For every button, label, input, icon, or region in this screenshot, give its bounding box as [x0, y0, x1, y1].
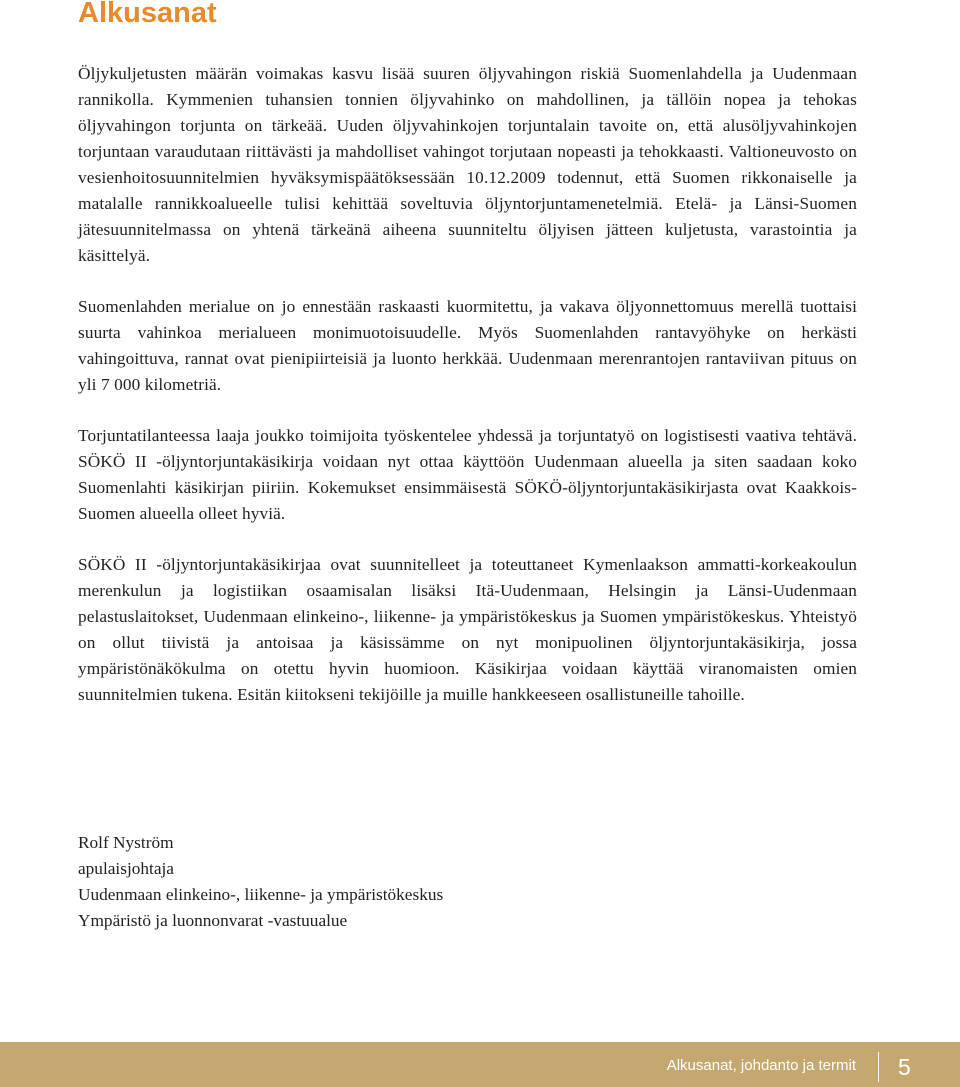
paragraph-acknowledgements: SÖKÖ II -öljyntorjuntakäsikirjaa ovat suunnitelleet ja toteuttaneet Kymenlaakson ammatti-korkeakoulun merenkulun ja logistiikan osaamisalan lisäksi Itä-Uudenmaan, Helsingin ja Länsi-Uudenmaan pelastuslaitokset, Uudenmaan elinkeino-, liikenne- ja ympäristökeskus ja Suomen ympäristökeskus. Yhteistyö on ollut tiivistä ja antoisaa ja käsissämme on nyt monipuolinen öljyntorjuntakäsikirja, jossa ympäristönäkökulma on otettu hyvin huomioon. Käsikirjaa voidaan käyttää viranomaisten omien suunnitelmien tukena. Esitän kiitokseni tekijöille ja muille hankkeeseen osallistuneille tahoille. [78, 555, 857, 704]
signature-unit: Ympäristö ja luonnonvarat -vastuualue [78, 911, 348, 930]
signature-title: apulaisjohtaja [78, 859, 174, 878]
signature-organization: Uudenmaan elinkeino-, liikenne- ja ympäristökeskus [78, 885, 444, 904]
body-text [78, 61, 857, 733]
paragraph-response-logistics: Torjuntatilanteessa laaja joukko toimijoita työskentelee yhdessä ja torjuntatyö on logistisesti vaativa tehtävä. SÖKÖ II -öljyntorjuntakäsikirja voidaan nyt ottaa käyttöön Uudenmaan alueella ja siten saadaan koko Suomenlahti käsikirjan piiriin. Kokemukset ensimmäisestä SÖKÖ-öljyntorjuntakäsikirjasta ovat Kaakkois-Suomen alueella olleet hyviä. [78, 426, 857, 523]
page-footer [0, 1042, 960, 1087]
page-title: Alkusanat [78, 0, 217, 29]
footer-divider [878, 1052, 879, 1082]
footer-section-label: Alkusanat, johdanto ja termit [666, 1057, 856, 1074]
paragraph-gulf-of-finland: Suomenlahden merialue on jo ennestään raskaasti kuormitettu, ja vakava öljyonnettomuus merellä tuottaisi suurta vahinkoa merialueen monimuotoisuudelle. Myös Suomenlahden rantavyöhyke on herkästi vahingoittuva, rannat ovat pienipiirteisiä ja luonto herkkää. Uudenmaan merenrantojen rantaviivan pituus on yli 7 000 kilometriä. [78, 297, 857, 394]
signature-name: Rolf Nyström [78, 833, 174, 852]
signature-block [78, 830, 443, 934]
page-number: 5 [898, 1054, 911, 1080]
paragraph-intro: Öljykuljetusten määrän voimakas kasvu lisää suuren öljyvahingon riskiä Suomenlahdella ja Uudenmaan rannikolla. Kymmenien tuhansien tonnien öljyvahinko on mahdollinen, ja tällöin nopea ja tehokas öljyvahingon torjunta on tärkeää. Uuden öljyvahinkojen torjuntalain tavoite on, että alusöljyvahinkojen torjuntaan varaudutaan riittävästi ja mahdolliset vahingot torjutaan nopeasti ja tehokkaasti. Valtioneuvosto on vesienhoitosuunnitelmien hyväksymispäätöksessään 10.12.2009 todennut, että Suomen rikkonaiselle ja matalalle rannikkoalueelle tulisi kehittää soveltuvia öljyntorjuntamenetelmiä. Etelä- ja Länsi-Suomen jätesuunnitelmassa on yhtenä tärkeänä aiheena suunniteltu öljyisen jätteen kuljetusta, varastointia ja käsittelyä. [78, 64, 857, 265]
